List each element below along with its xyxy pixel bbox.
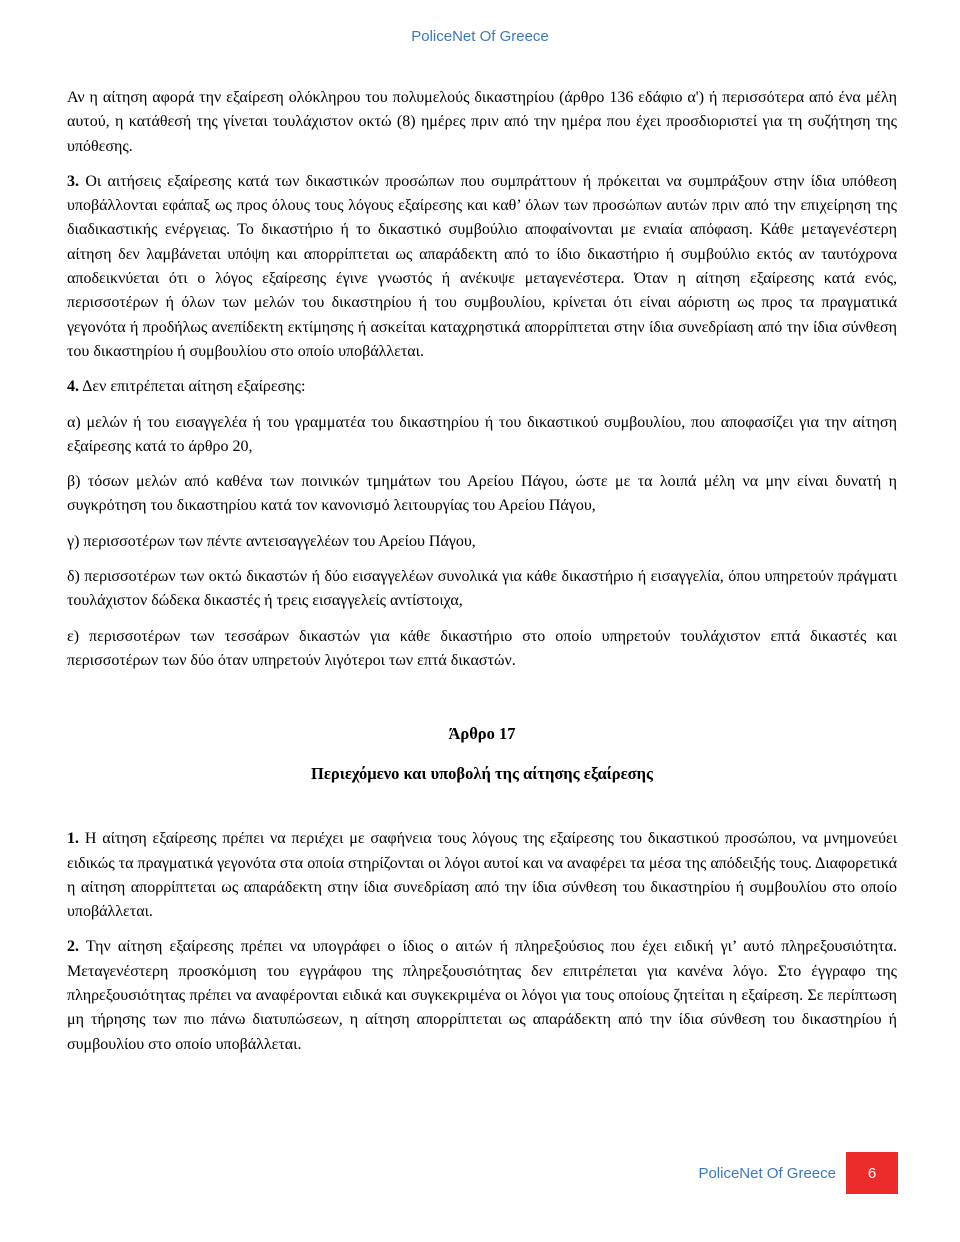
page-footer (698, 1152, 898, 1194)
list-item-b: β) τόσων μελών από καθένα των ποινικών τμημάτων του Αρείου Πάγου, ώστε με τα λοιπά μέλη να μην είναι δυνατή η συγκρότηση του δικαστηρίου κατά τον κανονισμό λειτουργίας του Αρείου Πάγου, (67, 473, 897, 515)
list-item-d: δ) περισσοτέρων των οκτώ δικαστών ή δύο εισαγγελέων συνολικά για κάθε δικαστήριο ή εισαγγελία, όπου υπηρετούν πράγματι τουλάχιστον δώδεκα δικαστές ή τρεις εισαγγελείς αντίστοιχα, (67, 568, 897, 610)
page-number-badge: 6 (846, 1152, 898, 1194)
paragraph-text: Οι αιτήσεις εξαίρεσης κατά των δικαστικών προσώπων που συμπράττουν ή πρόκειται να συμπράξουν στην ίδια υπόθεση υποβάλλονται εφάπαξ ως προς όλους τους λόγους εξαίρεσης και καθ’ όλων των προσώπων αυτών πριν από την επιχείρηση της διαδικαστικής ενέργειας. Το δικαστήριο ή το δικαστικό συμβούλιο αποφαίνονται με ενιαία απόφαση. Κάθε μεταγενέστερη αίτηση δεν λαμβάνεται υπόψη και απορρίπτεται ως απαράδεκτη από το ίδιο δικαστήριο ή συμβούλιο εκτός αν ταυτόχρονα αποδεικνύεται ότι ο λόγος εξαίρεσης έγινε γνωστός ή ανέκυψε μεταγενέστερα. Όταν η αίτηση εξαίρεσης κατά ενός, περισσοτέρων ή όλων των μελών του δικαστηρίου ή του συμβουλίου, κρίνεται ότι είναι αόριστη ως προς τα πραγματικά γεγονότα ή προδήλως ανεπίδεκτη εκτίμησης ή ασκείται καταχρηστικά απορρίπτεται στην ίδια συνεδρίαση από την ίδια σύνθεση του δικαστηρίου ή συμβουλίου στο οποίο υποβάλλεται. (67, 172, 897, 360)
paragraph-text: Η αίτηση εξαίρεσης πρέπει να περιέχει με σαφήνεια τους λόγους της εξαίρεσης του δικαστικού προσώπου, να μνημονεύει ειδικώς τα πραγματικά γεγονότα στα οποία στηρίζονται οι λόγοι αυτοί και να αναφέρει τα μέσα της απόδειξής τους. Διαφορετικά η αίτηση απορρίπτεται ως απαράδεκτη στην ίδια συνεδρίαση από την ίδια σύνθεση του δικαστηρίου ή συμβουλίου στο οποίο υποβάλλεται. (67, 830, 897, 921)
list-item-e: ε) περισσοτέρων των τεσσάρων δικαστών για κάθε δικαστήριο στο οποίο υπηρετούν τουλάχιστον επτά δικαστές και περισσοτέρων των δύο όταν υπηρετούν λιγότεροι των επτά δικαστών. (67, 627, 897, 669)
paragraph-4 (67, 375, 897, 399)
paragraph-text: Την αίτηση εξαίρεσης πρέπει να υπογράφει ο ίδιος ο αιτών ή πληρεξούσιος που έχει ειδική γι’ αυτό πληρεξουσιότητα. Μεταγενέστερη προσκόμιση του εγγράφου της πληρεξουσιότητας δεν επιτρέπεται για κανένα λόγο. Στο έγγραφο της πληρεξουσιότητας πρέπει να αναφέρονται ειδικά και συγκεκριμένα οι λόγοι για τους οποίους ζητείται η εξαίρεση. Σε περίπτωση μη τήρησης των πιο πάνω διατυπώσεων, η αίτηση απορρίπτεται ως απαράδεκτη από την ίδια σύνθεση του δικαστηρίου ή συμβουλίου στο οποίο υποβάλλεται. (67, 938, 897, 1053)
list-item-c: γ) περισσοτέρων των πέντε αντεισαγγελέων του Αρείου Πάγου, (67, 532, 476, 550)
paragraph-number: 4. (67, 378, 79, 396)
paragraph-intro: Αν η αίτηση αφορά την εξαίρεση ολόκληρου του πολυμελούς δικαστηρίου (άρθρο 136 εδάφιο α') ή περισσότερα από ένα μέλη αυτού, η κατάθεσή της γίνεται τουλάχιστον οκτώ (8) ημέρες πριν από την ημέρα που έχει προσδιοριστεί για τη συζήτηση της υπόθεσης. (67, 89, 897, 155)
article-title: Άρθρο 17 (448, 724, 516, 744)
paragraph-number: 2. (67, 938, 79, 956)
page-header: PoliceNet Of Greece (411, 28, 549, 45)
footer-title: PoliceNet Of Greece (698, 1164, 836, 1182)
article-17-paragraph-1 (67, 827, 897, 924)
paragraph-3 (67, 170, 897, 364)
article-17-paragraph-2 (67, 935, 897, 1056)
paragraph-number: 3. (67, 172, 79, 190)
paragraph-text: Δεν επιτρέπεται αίτηση εξαίρεσης: (79, 378, 306, 396)
paragraph-number: 1. (67, 830, 79, 848)
document-body (67, 86, 897, 1057)
article-subtitle: Περιεχόμενο και υποβολή της αίτησης εξαίρεσης (311, 764, 653, 784)
list-item-a: α) μελών ή του εισαγγελέα ή του γραμματέα του δικαστηρίου ή του δικαστικού συμβουλίου, που αποφασίζει για την αίτηση εξαίρεσης κατά το άρθρο 20, (67, 413, 897, 455)
